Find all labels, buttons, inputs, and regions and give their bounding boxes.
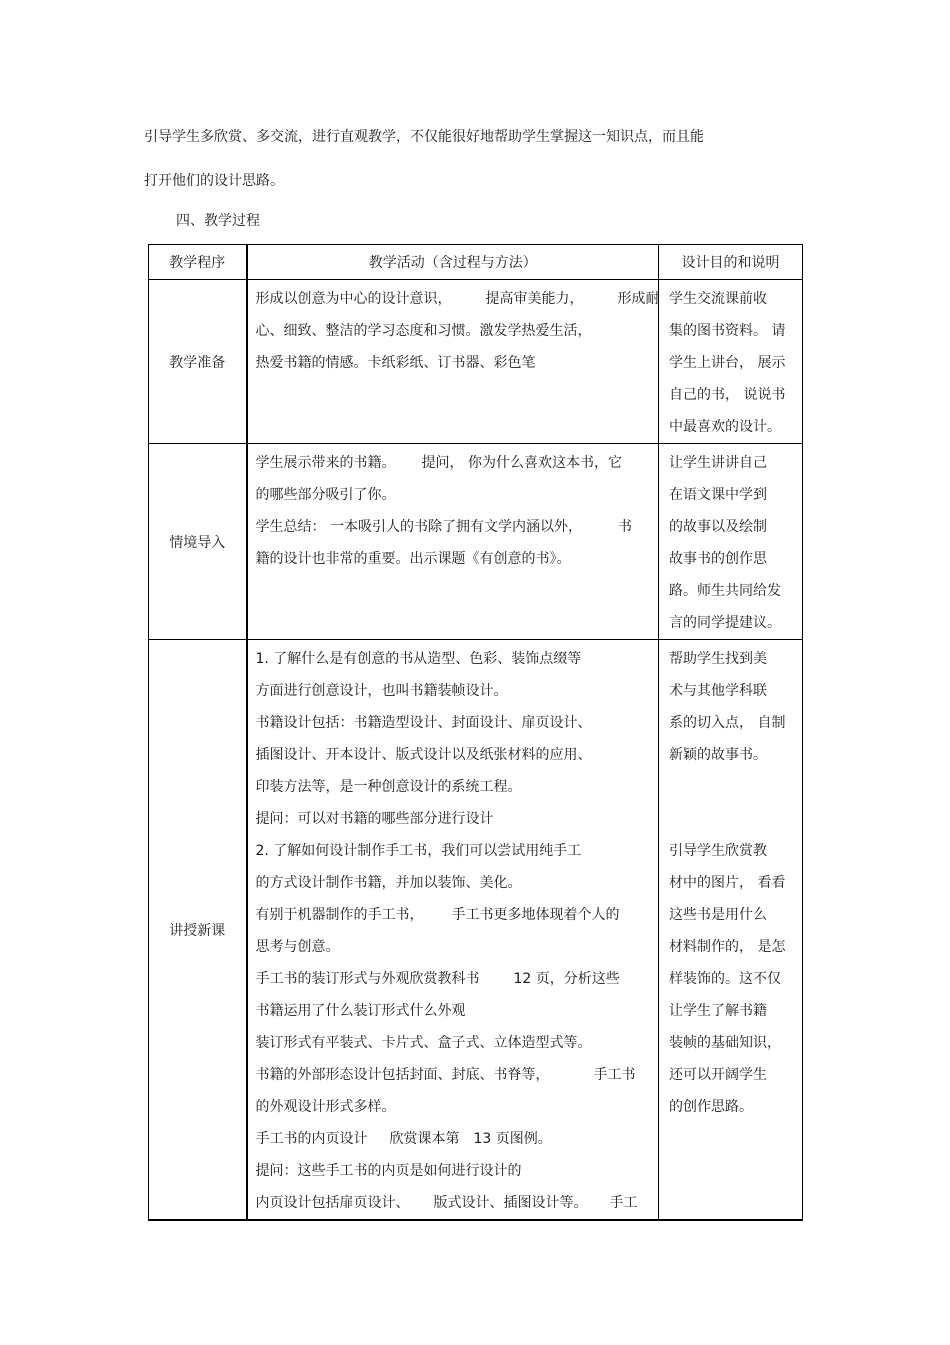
table-header-row bbox=[149, 245, 803, 280]
header-stage: 教学程序 bbox=[149, 245, 247, 280]
activity-line: 插图设计、开本设计、版式设计以及纸张材料的应用、 bbox=[255, 747, 592, 763]
activity-line: 书籍的外部形态设计包括封面、封底、书脊等， 手工书 bbox=[255, 1067, 636, 1083]
purpose-line: 让学生讲讲自己 bbox=[669, 455, 767, 471]
purpose-line: 材料制作的， 是怎 bbox=[669, 939, 786, 955]
stage-cell: 教学准备 bbox=[149, 280, 247, 444]
purpose-line: 学生交流课前收 bbox=[669, 291, 767, 307]
activity-line: 的哪些部分吸引了你。 bbox=[255, 487, 396, 503]
purpose-line: 集的图书资料。 请 bbox=[669, 323, 786, 339]
activity-line: 提问：可以对书籍的哪些部分进行设计 bbox=[255, 811, 494, 827]
purpose-line: 材中的图片， 看看 bbox=[669, 875, 786, 891]
stage-cell: 情境导入 bbox=[149, 444, 247, 640]
activity-line: 学生展示带来的书籍。 提问， 你为什么喜欢这本书，它 bbox=[255, 455, 622, 471]
activity-line: 的外观设计形式多样。 bbox=[255, 1099, 396, 1115]
purpose-line bbox=[669, 803, 794, 835]
activity-line: 的方式设计制作书籍，并加以装饰、美化。 bbox=[255, 875, 522, 891]
header-activity: 教学活动（含过程与方法） bbox=[247, 245, 659, 280]
purpose-line: 中最喜欢的设计。 bbox=[669, 419, 781, 435]
header-purpose: 设计目的和说明 bbox=[659, 245, 803, 280]
activity-cell bbox=[247, 280, 659, 444]
purpose-cell bbox=[659, 280, 803, 444]
activity-line: 手工书的内页设计 欣赏课本第 13 页图例。 bbox=[255, 1131, 552, 1147]
purpose-line: 自己的书， 说说书 bbox=[669, 387, 786, 403]
activity-cell bbox=[247, 640, 659, 1221]
purpose-line: 引导学生欣赏教 bbox=[669, 843, 767, 859]
activity-line: 方面进行创意设计，也叫书籍装帧设计。 bbox=[255, 683, 508, 699]
purpose-line: 在语文课中学到 bbox=[669, 487, 767, 503]
activity-line: 书籍设计包括：书籍造型设计、封面设计、扉页设计、 bbox=[255, 715, 592, 731]
activity-line: 1. 了解什么是有创意的书从造型、色彩、装饰点缀等 bbox=[255, 651, 582, 667]
purpose-cell bbox=[659, 640, 803, 1221]
purpose-line: 让学生了解书籍 bbox=[669, 1003, 767, 1019]
intro-line-1: 引导学生多欣赏、多交流，进行直观教学，不仅能很好地帮助学生掌握这一知识点，而且能 bbox=[144, 129, 704, 145]
activity-line: 有别于机器制作的手工书， 手工书更多地体现着个人的 bbox=[255, 907, 620, 923]
stage-cell: 讲授新课 bbox=[149, 640, 247, 1221]
table-row bbox=[149, 444, 803, 640]
purpose-line: 的故事以及绘制 bbox=[669, 519, 767, 535]
activity-cell bbox=[247, 444, 659, 640]
activity-line: 学生总结： 一本吸引人的书除了拥有文学内涵以外， 书 bbox=[255, 519, 632, 535]
teaching-process-table bbox=[148, 244, 803, 1221]
activity-line: 籍的设计也非常的重要。出示课题《有创意的书》。 bbox=[255, 551, 571, 567]
purpose-line: 故事书的创作思 bbox=[669, 551, 767, 567]
purpose-line: 这些书是用什么 bbox=[669, 907, 767, 923]
purpose-line: 还可以开阔学生 bbox=[669, 1067, 767, 1083]
purpose-line: 的创作思路。 bbox=[669, 1099, 753, 1115]
activity-line: 装订形式有平装式、卡片式、盒子式、立体造型式等。 bbox=[255, 1035, 592, 1051]
section-heading: 四、教学过程 bbox=[176, 213, 260, 229]
purpose-line: 术与其他学科联 bbox=[669, 683, 767, 699]
table-row bbox=[149, 280, 803, 444]
activity-line: 印装方法等，是一种创意设计的系统工程。 bbox=[255, 779, 522, 795]
activity-line: 内页设计包括扉页设计、 版式设计、插图设计等。 手工 bbox=[255, 1195, 638, 1211]
activity-line: 思考与创意。 bbox=[255, 939, 340, 955]
table-row bbox=[149, 640, 803, 1221]
purpose-line bbox=[669, 771, 794, 803]
activity-line: 手工书的装订形式与外观欣赏教科书 12 页，分析这些 bbox=[255, 971, 620, 987]
purpose-line: 系的切入点， 自制 bbox=[669, 715, 786, 731]
intro-line-2: 打开他们的设计思路。 bbox=[144, 173, 284, 189]
purpose-line: 装帧的基础知识， bbox=[669, 1035, 781, 1051]
activity-line: 2. 了解如何设计制作手工书，我们可以尝试用纯手工 bbox=[255, 843, 582, 859]
purpose-cell bbox=[659, 444, 803, 640]
purpose-line: 路。师生共同给发 bbox=[669, 583, 781, 599]
activity-line: 热爱书籍的情感。卡纸彩纸、订书器、彩色笔 bbox=[255, 355, 536, 371]
purpose-line: 帮助学生找到美 bbox=[669, 651, 767, 667]
purpose-line: 新颖的故事书。 bbox=[669, 747, 767, 763]
activity-line: 书籍运用了什么装订形式什么外观 bbox=[255, 1003, 466, 1019]
activity-line: 提问：这些手工书的内页是如何进行设计的 bbox=[255, 1163, 522, 1179]
purpose-line: 言的同学提建议。 bbox=[669, 615, 781, 631]
activity-line: 心、细致、整洁的学习态度和习惯。激发学热爱生活， bbox=[255, 323, 592, 339]
activity-line: 形成以创意为中心的设计意识， 提高审美能力， 形成耐 bbox=[255, 291, 660, 307]
purpose-line: 样装饰的。这不仅 bbox=[669, 971, 781, 987]
purpose-line: 学生上讲台， 展示 bbox=[669, 355, 786, 371]
